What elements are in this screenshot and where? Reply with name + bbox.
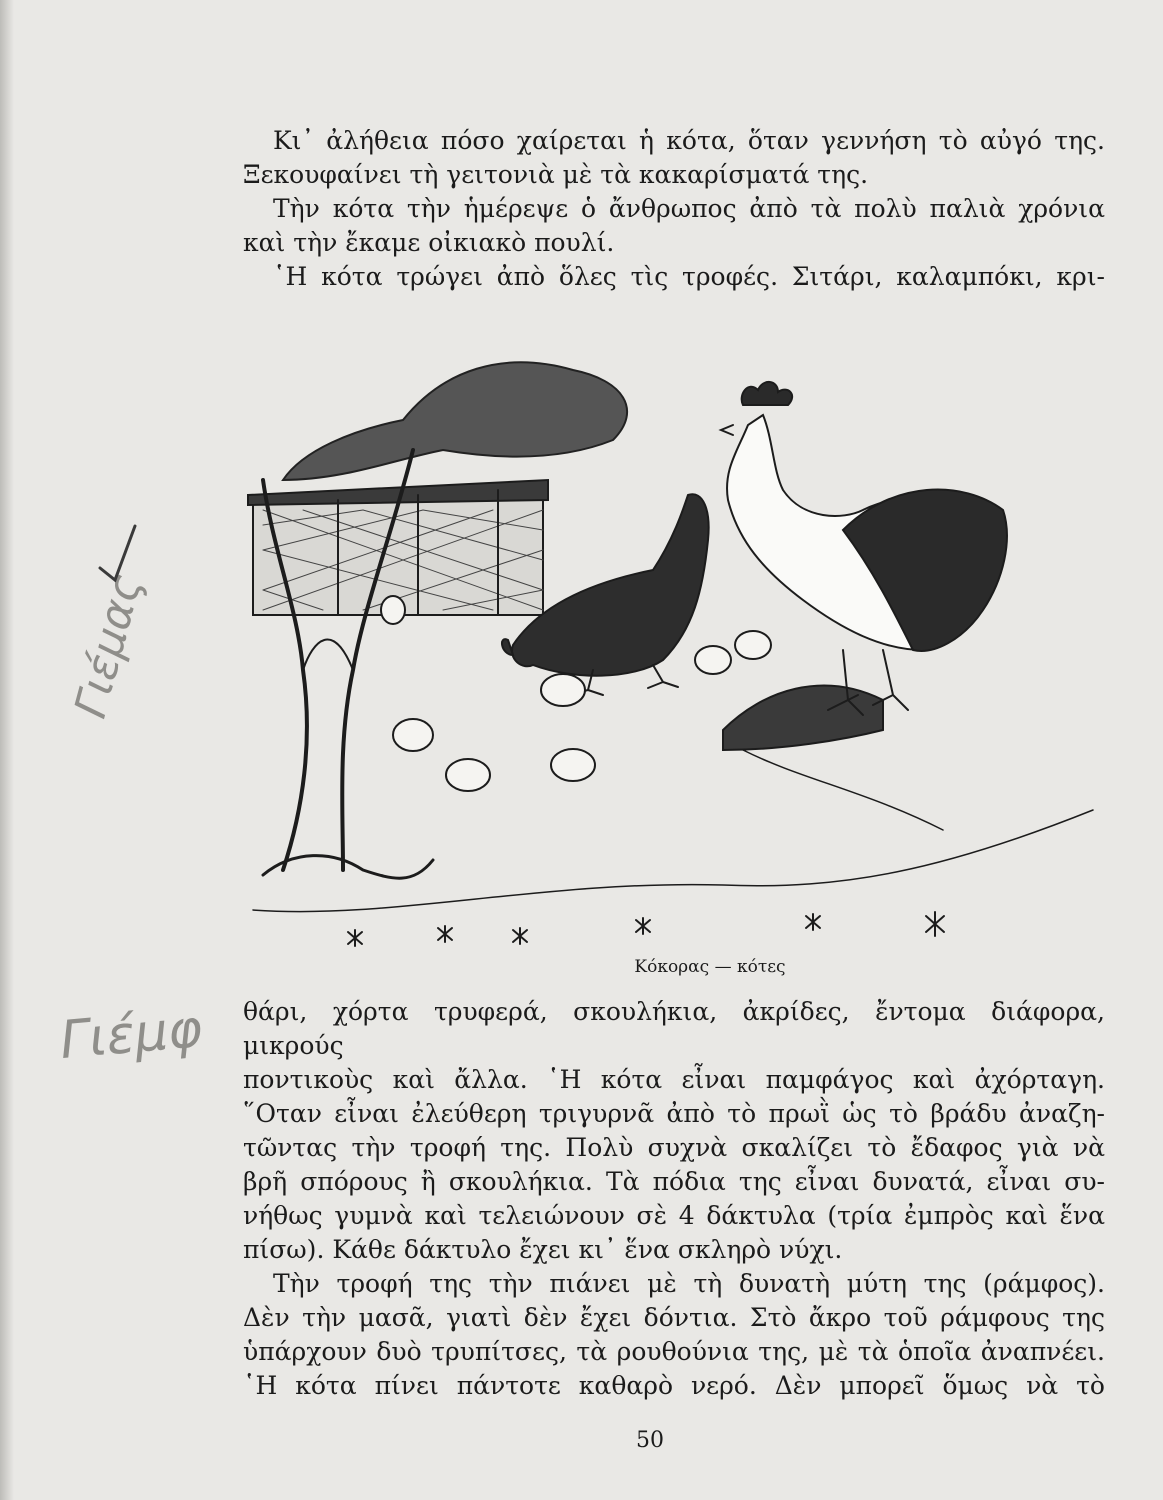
page-number: 50 [636, 1428, 664, 1453]
top-text-block [243, 124, 1105, 294]
text-line: ῞Οταν εἶναι ἐλεύθερη τριγυρνᾶ ἀπὸ τὸ πρωῒ ὡς τὸ βράδυ ἀναζη- [243, 1099, 1105, 1128]
bottom-text-block [243, 995, 1105, 1403]
handwritten-note: Γιέμας [65, 568, 153, 724]
text-line: θάρι, χόρτα τρυφερά, σκουλήκια, ἀκρίδες, ἔντομα διάφορα, μικρούς [243, 997, 1105, 1060]
check-mark-icon [95, 518, 145, 588]
text-line: Τὴν τροφή της τὴν πιάνει μὲ τὴ δυνατὴ μύτη της (ράμφος). [273, 1269, 1105, 1298]
text-line: Τὴν κότα τὴν ἡμέρεψε ὁ ἄνθρωπος ἀπὸ τὰ πολὺ παλιὰ χρόνια [273, 194, 1105, 223]
illustration-caption: Κόκορας — κότες [634, 957, 786, 977]
text-line: πίσω). Κάθε δάκτυλο ἔχει κι᾽ ἕνα σκληρὸ νύχι. [243, 1235, 843, 1264]
text-line: ῾Η κότα πίνει πάντοτε καθαρὸ νερό. Δὲν μπορεῖ ὅμως νὰ τὸ [243, 1371, 1105, 1400]
text-line: Ξεκουφαίνει τὴ γειτονιὰ μὲ τὰ κακαρίσματά της. [243, 160, 869, 189]
text-line: τῶντας τὴν τροφή της. Πολὺ συχνὰ σκαλίζει τὸ ἔδαφος γιὰ νὰ [243, 1133, 1105, 1162]
text-line: ὑπάρχουν δυὸ τρυπίτσες, τὰ ρουθούνια της, μὲ τὰ ὁποῖα ἀναπνέει. [243, 1337, 1105, 1366]
text-line: Δὲν τὴν μασᾶ, γιατὶ δὲν ἔχει δόντια. Στὸ ἄκρο τοῦ ράμφους της [243, 1303, 1105, 1332]
handwritten-note: Γιέμφ [57, 998, 205, 1072]
text-line: καὶ τὴν ἔκαμε οἰκιακὸ πουλί. [243, 228, 615, 257]
rooster-hens-illustration [243, 310, 1103, 950]
text-line: νήθως γυμνὰ καὶ τελειώνουν σὲ 4 δάκτυλα (τρία ἐμπρὸς καὶ ἕνα [243, 1201, 1105, 1230]
text-line: ῾Η κότα τρώγει ἀπὸ ὅλες τὶς τροφές. Σιτάρι, καλαμπόκι, κρι- [273, 262, 1105, 291]
text-line: ποντικοὺς καὶ ἄλλα. ῾Η κότα εἶναι παμφάγος καὶ ἀχόρταγη. [243, 1065, 1105, 1094]
text-line: Κι᾽ ἀλήθεια πόσο χαίρεται ἡ κότα, ὅταν γεννήση τὸ αὐγό της. [273, 126, 1105, 155]
text-line: βρῆ σπόρους ἢ σκουλήκια. Τὰ πόδια της εἶναι δυνατά, εἶναι συ- [243, 1167, 1105, 1196]
